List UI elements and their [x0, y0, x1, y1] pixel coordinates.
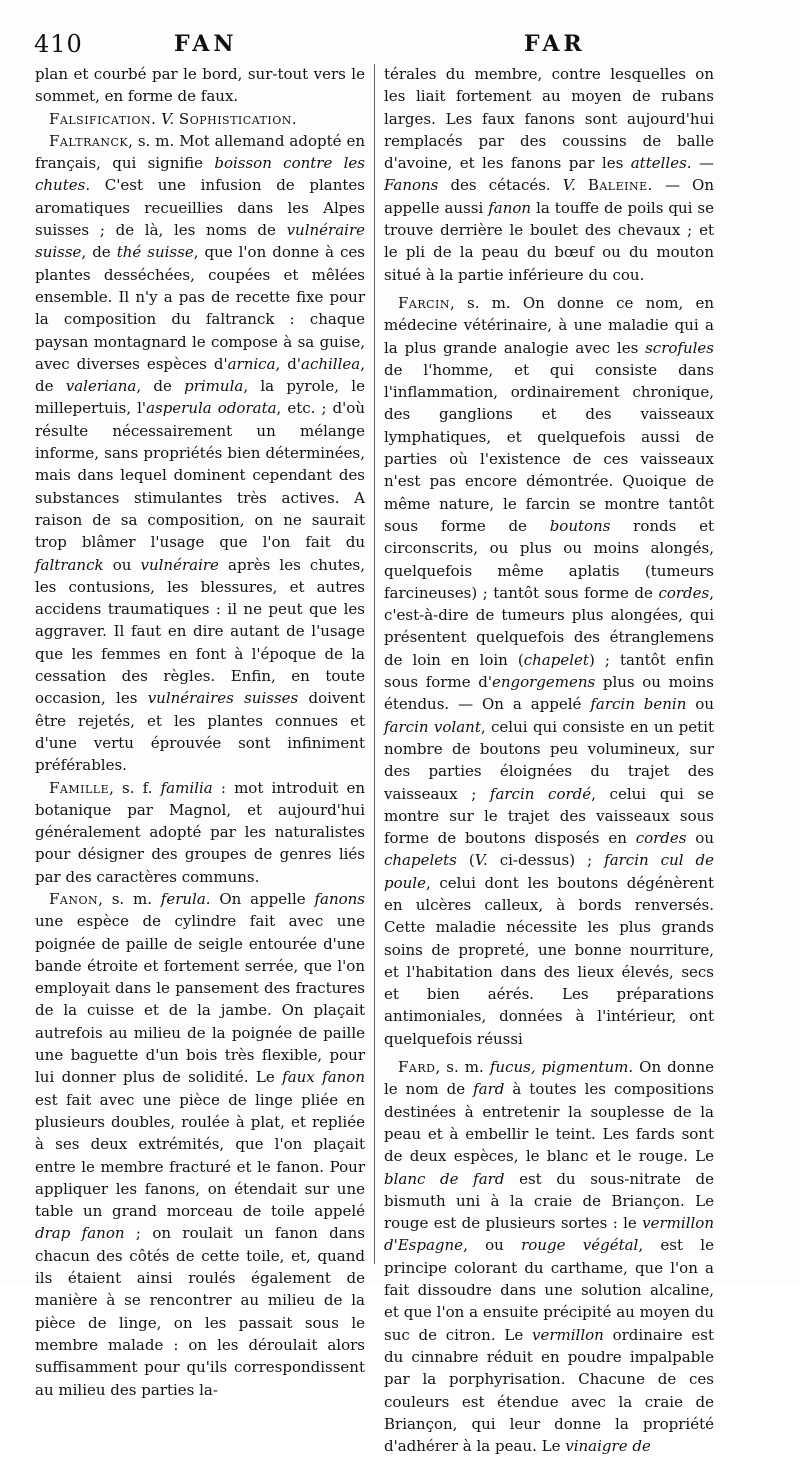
italic-term: scrofules	[645, 338, 714, 357]
entry-text: , d'	[275, 354, 301, 373]
headword: Faltranck	[49, 131, 129, 150]
entry-text: , de	[81, 243, 117, 262]
italic-term: vulnéraire suisse	[35, 221, 365, 262]
entry-text: une espèce de cylindre fait avec une poignée de paille de seigle entourée d'une bande étroite et fortement serrée, que l'on employait dans le pansement des fractures de la cuisse et de la jambe. On plaçait autrefois au milieu de la poignée de paille une baguette d'un bois très flexible, pour lui donner plus de solidité. Le	[35, 912, 365, 1087]
italic-term: familia	[160, 778, 213, 797]
page-number: 410	[34, 30, 83, 58]
entry-text: , que l'on donne à ces plantes desséchées, coupées et mêlées ensemble. Il n'y a pas de recette fixe pour la composition du faltranck : chaque paysan montagnard le compose à sa guise, avec diverses espèces d'	[35, 243, 365, 373]
entry-text: , s. m. Mot allemand adopté en français, qui signifie	[35, 131, 365, 173]
continued-paragraph: plan et courbé par le bord, sur-tout vers le sommet, en forme de faux.	[35, 65, 365, 106]
headword: Famille	[49, 778, 110, 797]
italic-term: Fanons	[384, 176, 439, 195]
entry-text: — On appelle aussi	[384, 176, 714, 217]
entry-text: à toutes les compositions destinées à entretenir la souplesse de la peau et à embellir le teint. Les fards sont de deux espèces, le blanc et le rouge. Le	[384, 1080, 714, 1166]
italic-term: engorgemens	[491, 673, 596, 692]
cross-ref-target: Baleine.	[587, 176, 653, 195]
italic-term: vermillon	[531, 1325, 604, 1344]
entry-text: ronds et circonscrits, ou plus ou moins alongés, quelquefois même aplatis (tumeurs farcineuses) ; tantôt sous forme de	[384, 516, 714, 602]
italic-term: drap fanon	[35, 1224, 125, 1243]
headword: Fanon	[49, 889, 99, 908]
entry-text: , celui dont les boutons dégénèrent en ulcères calleux, à bords renversés. Cette maladie nécessite les plus grands soins de propreté, une bonne nourriture, et l'habitation dans des lieux élevés, secs et bien aérés. Les préparations antimoniales, données à l'intérieur, ont quelquefois réussi	[384, 873, 714, 1048]
headword: Fard	[398, 1058, 436, 1077]
entry-text: , c'est-à-dire de tumeurs plus alongées, qui présentent quelquefois des étranglemens de loin en loin (	[384, 583, 714, 669]
italic-term: fanon	[488, 198, 532, 217]
entry-faltranck	[35, 130, 365, 777]
italic-term: fard	[473, 1080, 505, 1099]
entry-text: : mot introduit en botanique par Magnol, et aujourd'hui généralement adopté par les naturalistes pour désigner des groupes de genres liés par des caractères communs.	[35, 778, 365, 886]
entry-text: térales du membre, contre lesquelles on les liait fortement au moyen de rubans larges. Les faux fanons sont aujourd'hui remplacés par des coussins de balle d'avoine, et les fanons par les	[384, 65, 714, 173]
entry-text: , s. f.	[109, 778, 161, 797]
entry-text: , de	[35, 354, 365, 396]
italic-term: cordes	[635, 829, 687, 848]
entry-text: C'est une infusion de plantes aromatiques recueillies dans les Alpes suisses ; de là, les noms de	[35, 176, 365, 240]
headword: Farcin	[398, 293, 451, 312]
entry-text: , ou	[463, 1236, 522, 1255]
entry-text: est fait avec une pièce de linge pliée en plusieurs doubles, roulée à plat, et repliée à ses deux extrémités, que l'on plaçait entre le membre fracturé et le fanon. Pour appliquer les fanons, on étendait sur une table un grand morceau de toile appelé	[35, 1090, 365, 1221]
entry-text: , s. m.	[435, 1058, 490, 1077]
running-head-right: FAR	[524, 31, 586, 57]
entry-text: plus ou moins étendus. — On a appelé	[384, 673, 715, 714]
italic-term: boisson contre les chutes.	[35, 154, 366, 195]
left-column	[35, 63, 365, 1401]
entry-text: On appelle	[210, 889, 315, 908]
entry-text: doivent être rejetés, et les plantes connues et d'une vertu éprouvée sont infiniment préférables.	[35, 689, 365, 775]
italic-term: cordes	[658, 583, 710, 602]
entry-text: de l'homme, et qui consiste dans l'inflammation, ordinairement chronique, des ganglions et des vaisseaux lymphatiques, et quelquefois aussi de parties où l'existence de ces vaisseaux n'est pas encore démontrée. Quoique de même nature, le farcin se montre tantôt sous forme de	[384, 360, 714, 535]
entry-text: ou	[686, 829, 714, 848]
italic-term: vulnéraires suisses	[147, 689, 299, 708]
entry-farcin	[384, 292, 714, 1050]
italic-term: farcin cul de poule	[384, 851, 714, 892]
entry-text: (	[456, 851, 475, 870]
entry-text: On donne le nom de	[384, 1058, 715, 1099]
italic-term: ferula.	[160, 889, 211, 908]
entry-fanon-continued	[384, 63, 714, 286]
italic-term: faux fanon	[282, 1068, 366, 1087]
entry-text: , est le principe colorant du carthame, que l'on a fait dissoudre dans une solution alcaline, et que l'on a ensuite précipité au moyen du suc de citron. Le	[384, 1236, 714, 1344]
italic-term: chapelet	[523, 650, 589, 669]
entry-text: ; on roulait un fanon dans chacun des côtés de cette toile, et, quand ils étaient ainsi roulés également de manière à se rencontrer au milieu de la pièce de linge, on les passait sous le membre malade : on les déroulait alors suffisamment pour qu'ils correspondissent au milieu des parties la-	[35, 1224, 366, 1399]
column-divider	[374, 64, 375, 1264]
italic-term: rouge végétal	[521, 1236, 639, 1255]
italic-term: farcin cordé	[489, 784, 592, 803]
headword: Falsification.	[49, 109, 157, 128]
cross-ref-marker: V.	[562, 176, 576, 195]
entry-fard	[384, 1056, 714, 1457]
entry-fanon	[35, 888, 365, 1401]
cross-ref-marker: V.	[161, 109, 175, 128]
entry-text: ou	[103, 555, 141, 574]
italic-term: faltranck	[35, 555, 104, 574]
italic-term: valeriana	[65, 377, 137, 396]
entry-text: , celui qui consiste en un petit nombre de boutons peu volumineux, sur des parties éloignées du trajet des vaisseaux ;	[384, 717, 714, 803]
entry-text: après les chutes, les contusions, les blessures, et autres accidens traumatiques : il ne peut que les aggraver. Il faut en dire autant de l'usage que les femmes en font à l'époque de la cessation des règles. Enfin, en toute occasion, les	[35, 555, 365, 708]
italic-term: thé suisse	[116, 243, 194, 262]
entry-text: , celui qui se montre sur le trajet des vaisseaux sous forme de boutons disposés en	[384, 784, 714, 848]
italic-term: arnica	[227, 354, 276, 373]
running-head-left: FAN	[174, 31, 238, 57]
entry-text: , s. m.	[98, 889, 161, 908]
italic-term: asperula odorata	[146, 399, 277, 418]
italic-term: fanons	[314, 889, 365, 908]
italic-term: blanc de fard	[384, 1169, 505, 1188]
italic-term: fucus, pigmentum.	[489, 1058, 634, 1077]
entry-text: ou	[686, 695, 714, 714]
entry-text: —	[691, 154, 714, 173]
italic-term: vermillon d'Espagne	[384, 1214, 714, 1255]
entry-text: ordinaire est du cinnabre réduit en poudre impalpable par la porphyrisation. Chacune de ces couleurs est étendue avec la craie de Briançon, qui leur donne la propriété d'adhérer à la peau. Le	[384, 1325, 714, 1456]
italic-term: boutons	[549, 516, 611, 535]
entry-text: des cétacés.	[438, 176, 563, 195]
italic-term: vinaigre de	[565, 1437, 651, 1456]
right-column	[384, 63, 714, 1457]
italic-term: achillea	[301, 354, 361, 373]
italic-term: vulnéraire	[140, 555, 219, 574]
entry-text: , s. m. On donne ce nom, en médecine vétérinaire, à une maladie qui a la plus grande analogie avec les	[384, 293, 714, 357]
italic-term: farcin benin	[590, 695, 687, 714]
entry-text: la touffe de poils qui se trouve derrière le boulet des chevaux ; et le pli de la peau du bœuf ou du mouton situé à la partie inférieure du cou.	[384, 198, 715, 284]
entry-text: , la pyrole, le millepertuis, l'	[35, 377, 365, 418]
entry-famille	[35, 777, 365, 888]
italic-term: attelles.	[630, 154, 692, 173]
entry-text: , etc. ; d'où résulte nécessairement un mélange informe, sans propriétés bien déterminées, mais dans lequel dominent cependant des substances stimulantes très actives. A raison de sa composition, on ne saurait trop blâmer l'usage que l'on fait du	[35, 399, 365, 552]
italic-term: chapelets	[384, 851, 457, 870]
italic-term: primula	[184, 377, 244, 396]
italic-term: farcin volant	[384, 717, 481, 736]
entry-text: ) ; tantôt enfin sous forme d'	[384, 650, 714, 692]
entry-text: , de	[136, 377, 185, 396]
cross-ref-marker: V.	[474, 851, 488, 870]
entry-text: ci-dessus) ;	[487, 851, 605, 870]
entry-falsification	[35, 108, 365, 130]
cross-ref-target: Sophistication.	[178, 109, 298, 128]
entry-text: est du sous-nitrate de bismuth uni à la craie de Briançon. Le rouge est de plusieurs sortes : le	[384, 1169, 715, 1233]
